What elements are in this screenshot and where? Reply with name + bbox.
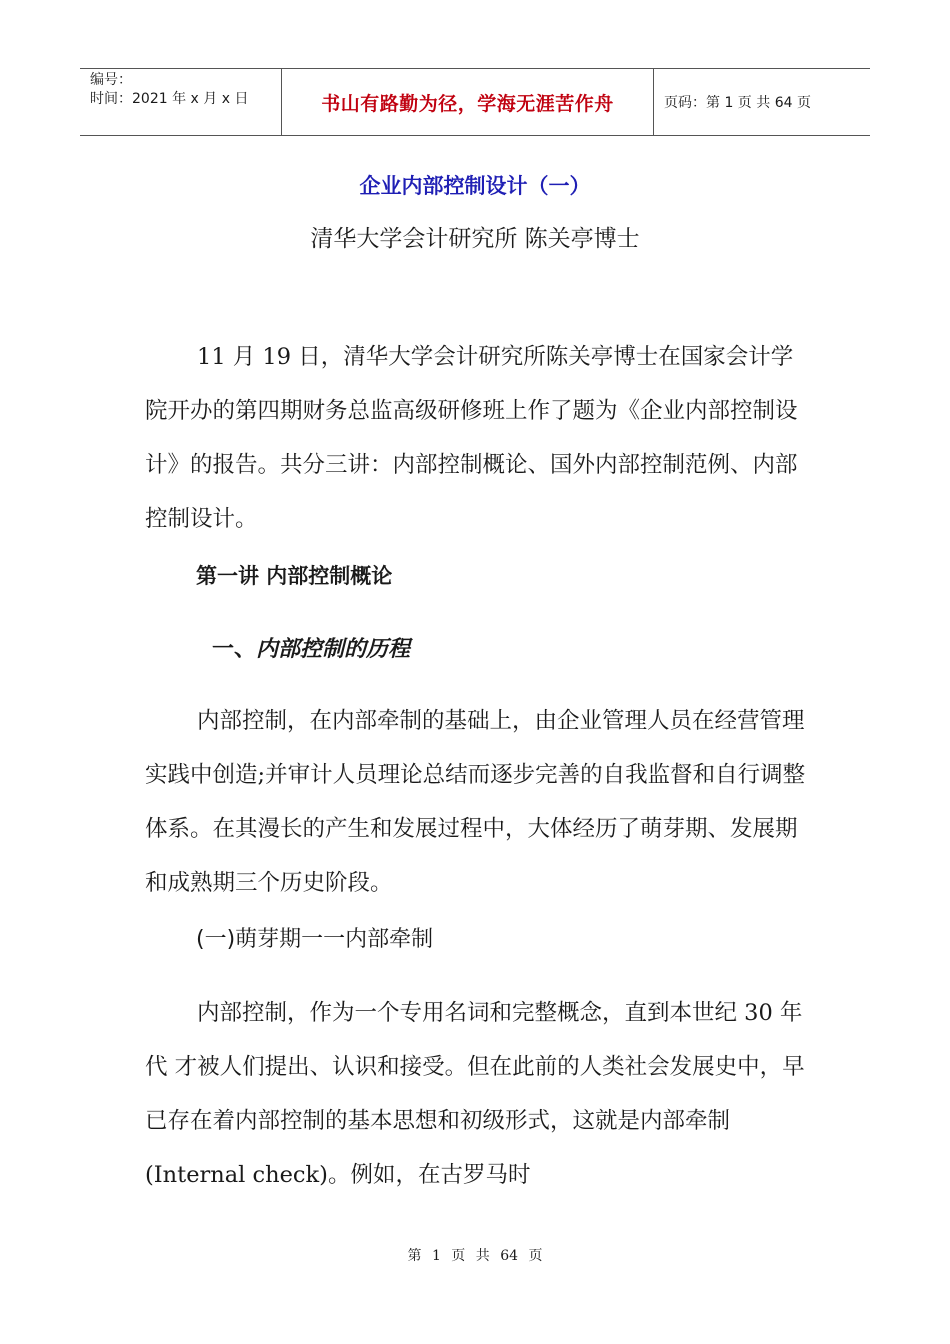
lecture-heading: 第一讲 内部控制概论 [196, 564, 393, 588]
document-title: 企业内部控制设计（一） [359, 174, 591, 198]
document-author: 清华大学会计研究所 陈关亭博士 [310, 226, 640, 252]
header-motto: 书山有路勤为径，学海无涯苦作舟 [282, 69, 654, 135]
page-footer: 第 1 页 共 64 页 [407, 1248, 543, 1264]
section-number: 一、 [212, 637, 257, 662]
header-meta [80, 69, 282, 135]
document-header [80, 68, 870, 136]
section-paragraph: 内部控制，在内部牵制的基础上，由企业管理人员在经营管理实践中创造;并审计人员理论总结而逐步完善的自我监督和自行调整体系。在其漫长的产生和发展过程中，大体经历了萌芽期、发展期和成熟期三个历史阶段。 [145, 708, 806, 896]
subsection-paragraph: 内部控制，作为一个专用名词和完整概念，直到本世纪 30 年代 才被人们提出、认识和接受。但在此前的人类社会发展史中，早已存在着内部控制的基本思想和初级形式，这就是内部牵制(Internal check)。例如，在古罗马时 [145, 1000, 805, 1188]
section-heading [212, 632, 410, 663]
section-title: 内部控制的历程 [256, 637, 411, 662]
header-page-info: 页码：第 1 页 共 64 页 [664, 95, 811, 111]
subsection-heading: (一)萌芽期一一内部牵制 [196, 927, 434, 952]
intro-paragraph: 11 月 19 日，清华大学会计研究所陈关亭博士在国家会计学院开办的第四期财务总监高级研修班上作了题为《企业内部控制设计》的报告。共分三讲：内部控制概论、国外内部控制范例、内部控制设计。 [145, 344, 798, 532]
document-date-label: 时间：2021 年 x 月 x 日 [90, 91, 249, 107]
document-number-label: 编号： [90, 72, 132, 88]
